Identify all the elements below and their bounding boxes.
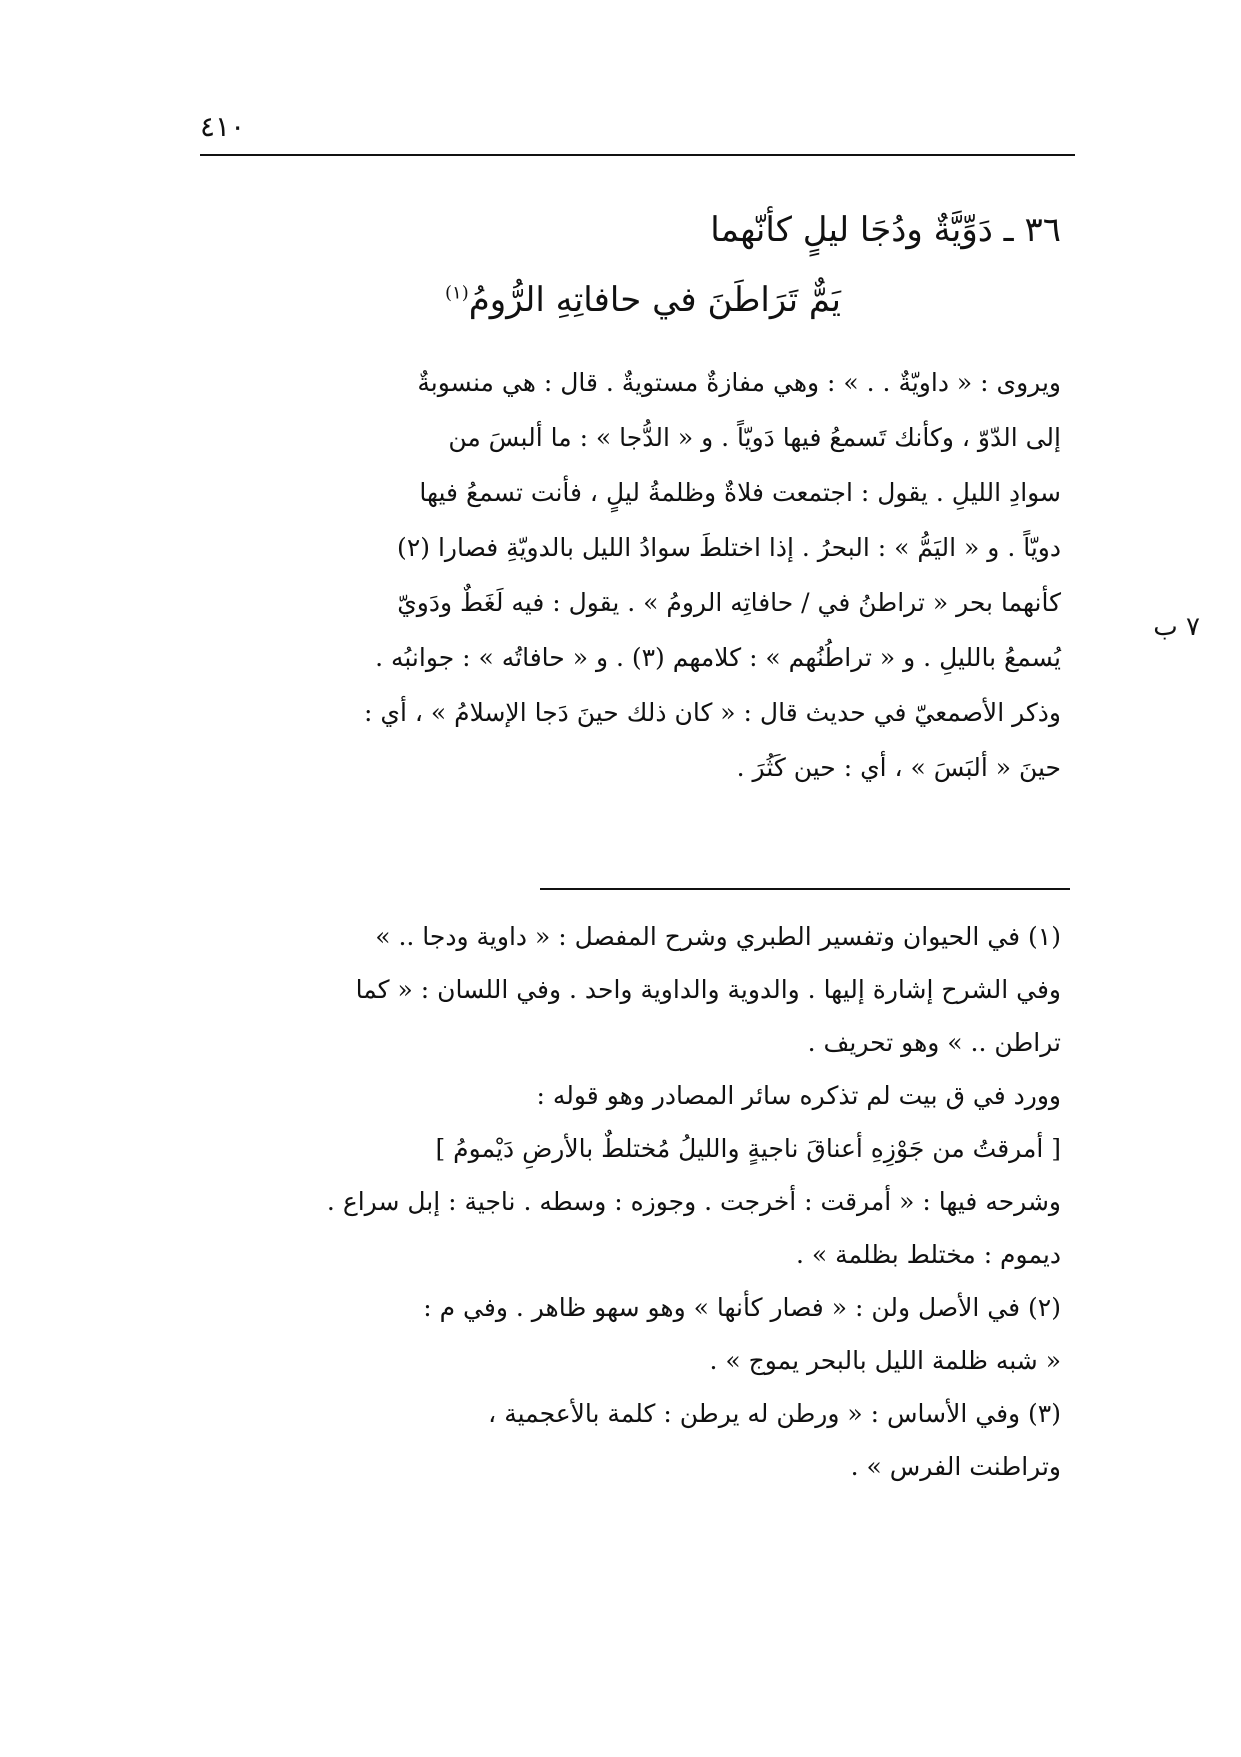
footnote-line: « شبه ظلمة الليل بالبحر يموج » .: [709, 1346, 1061, 1375]
footnote-line: وتراطنت الفرس » .: [850, 1452, 1061, 1481]
commentary-line: ويروى : « داويّةٌ . . » : وهي مفازةٌ مستويةٌ . قال : هي منسوبةٌ: [417, 368, 1061, 397]
verse-line-2-text: يَمٌّ تَرَاطَنَ في حافاتِهِ الرُّومُ: [468, 280, 841, 320]
page-number: ٤١٠: [200, 110, 246, 143]
footnote-line: وورد في ق بيت لم تذكره سائر المصادر وهو قوله :: [536, 1081, 1061, 1110]
footnote-line: وشرحه فيها : « أمرقت : أخرجت . وجوزه : وسطه . ناجية : إبل سراع .: [326, 1187, 1061, 1216]
footnotes: [181, 910, 1061, 1493]
footnote-line: (١) في الحيوان وتفسير الطبري وشرح المفصل : « داوية ودجا .. »: [375, 922, 1061, 951]
footnote-line: (٣) وفي الأساس : « ورطن له يرطن : كلمة بالأعجمية ،: [488, 1399, 1061, 1428]
commentary-line: كأنهما بحر « تراطنُ في / حافاتِه الرومُ » . يقول : فيه لَغَطٌ ودَويّ: [397, 588, 1061, 617]
commentary-line: دويّاً . و « اليَمُّ » : البحرُ . إذا اختلطَ سوادُ الليل بالدويّةِ فصارا (٢): [397, 533, 1061, 562]
verse-line-1: ٣٦ ـ دَوِّيَّةٌ ودُجَا ليلٍ كأنّهما: [710, 210, 1061, 250]
commentary-line: سوادِ الليلِ . يقول : اجتمعت فلاةٌ وظلمةُ ليلٍ ، فأنت تسمعُ فيها: [419, 478, 1061, 507]
footnote-line: ديموم : مختلط بظلمة » .: [795, 1240, 1061, 1269]
footnote-verse: [ أمرقتُ من جَوْزِهِ أعناقَ ناجيةٍ والليلُ مُختلطٌ بالأرضِ دَيْمومُ ]: [435, 1134, 1061, 1163]
header-divider: [200, 154, 1075, 156]
commentary-line: يُسمعُ بالليلِ . و « تراطُنُهم » : كلامهم (٣) . و « حافاتُه » : جوانبُه .: [375, 643, 1061, 672]
verse-line-2: [181, 280, 841, 321]
commentary-line: وذكر الأصمعيّ في حديث قال : « كان ذلك حينَ دَجا الإسلامُ » ، أي :: [364, 698, 1061, 727]
commentary-line: إلى الدّوّ ، وكأنك تَسمعُ فيها دَويّاً . و « الدُّجا » : ما ألبسَ من: [448, 423, 1061, 452]
footnote-line: وفي الشرح إشارة إليها . والدوية والداوية واحد . وفي اللسان : « كما: [355, 975, 1061, 1004]
footnote-ref-1: (١): [445, 282, 469, 304]
footnote-divider: [540, 888, 1070, 890]
commentary-line: حينَ « ألبَسَ » ، أي : حين كَثُرَ .: [736, 753, 1061, 782]
commentary: [191, 355, 1061, 795]
footnote-line: (٢) في الأصل ولن : « فصار كأنها » وهو سهو ظاهر . وفي م :: [423, 1293, 1061, 1322]
margin-folio-note: ٧ ب: [1153, 612, 1200, 642]
footnote-line: تراطن .. » وهو تحريف .: [807, 1028, 1061, 1057]
